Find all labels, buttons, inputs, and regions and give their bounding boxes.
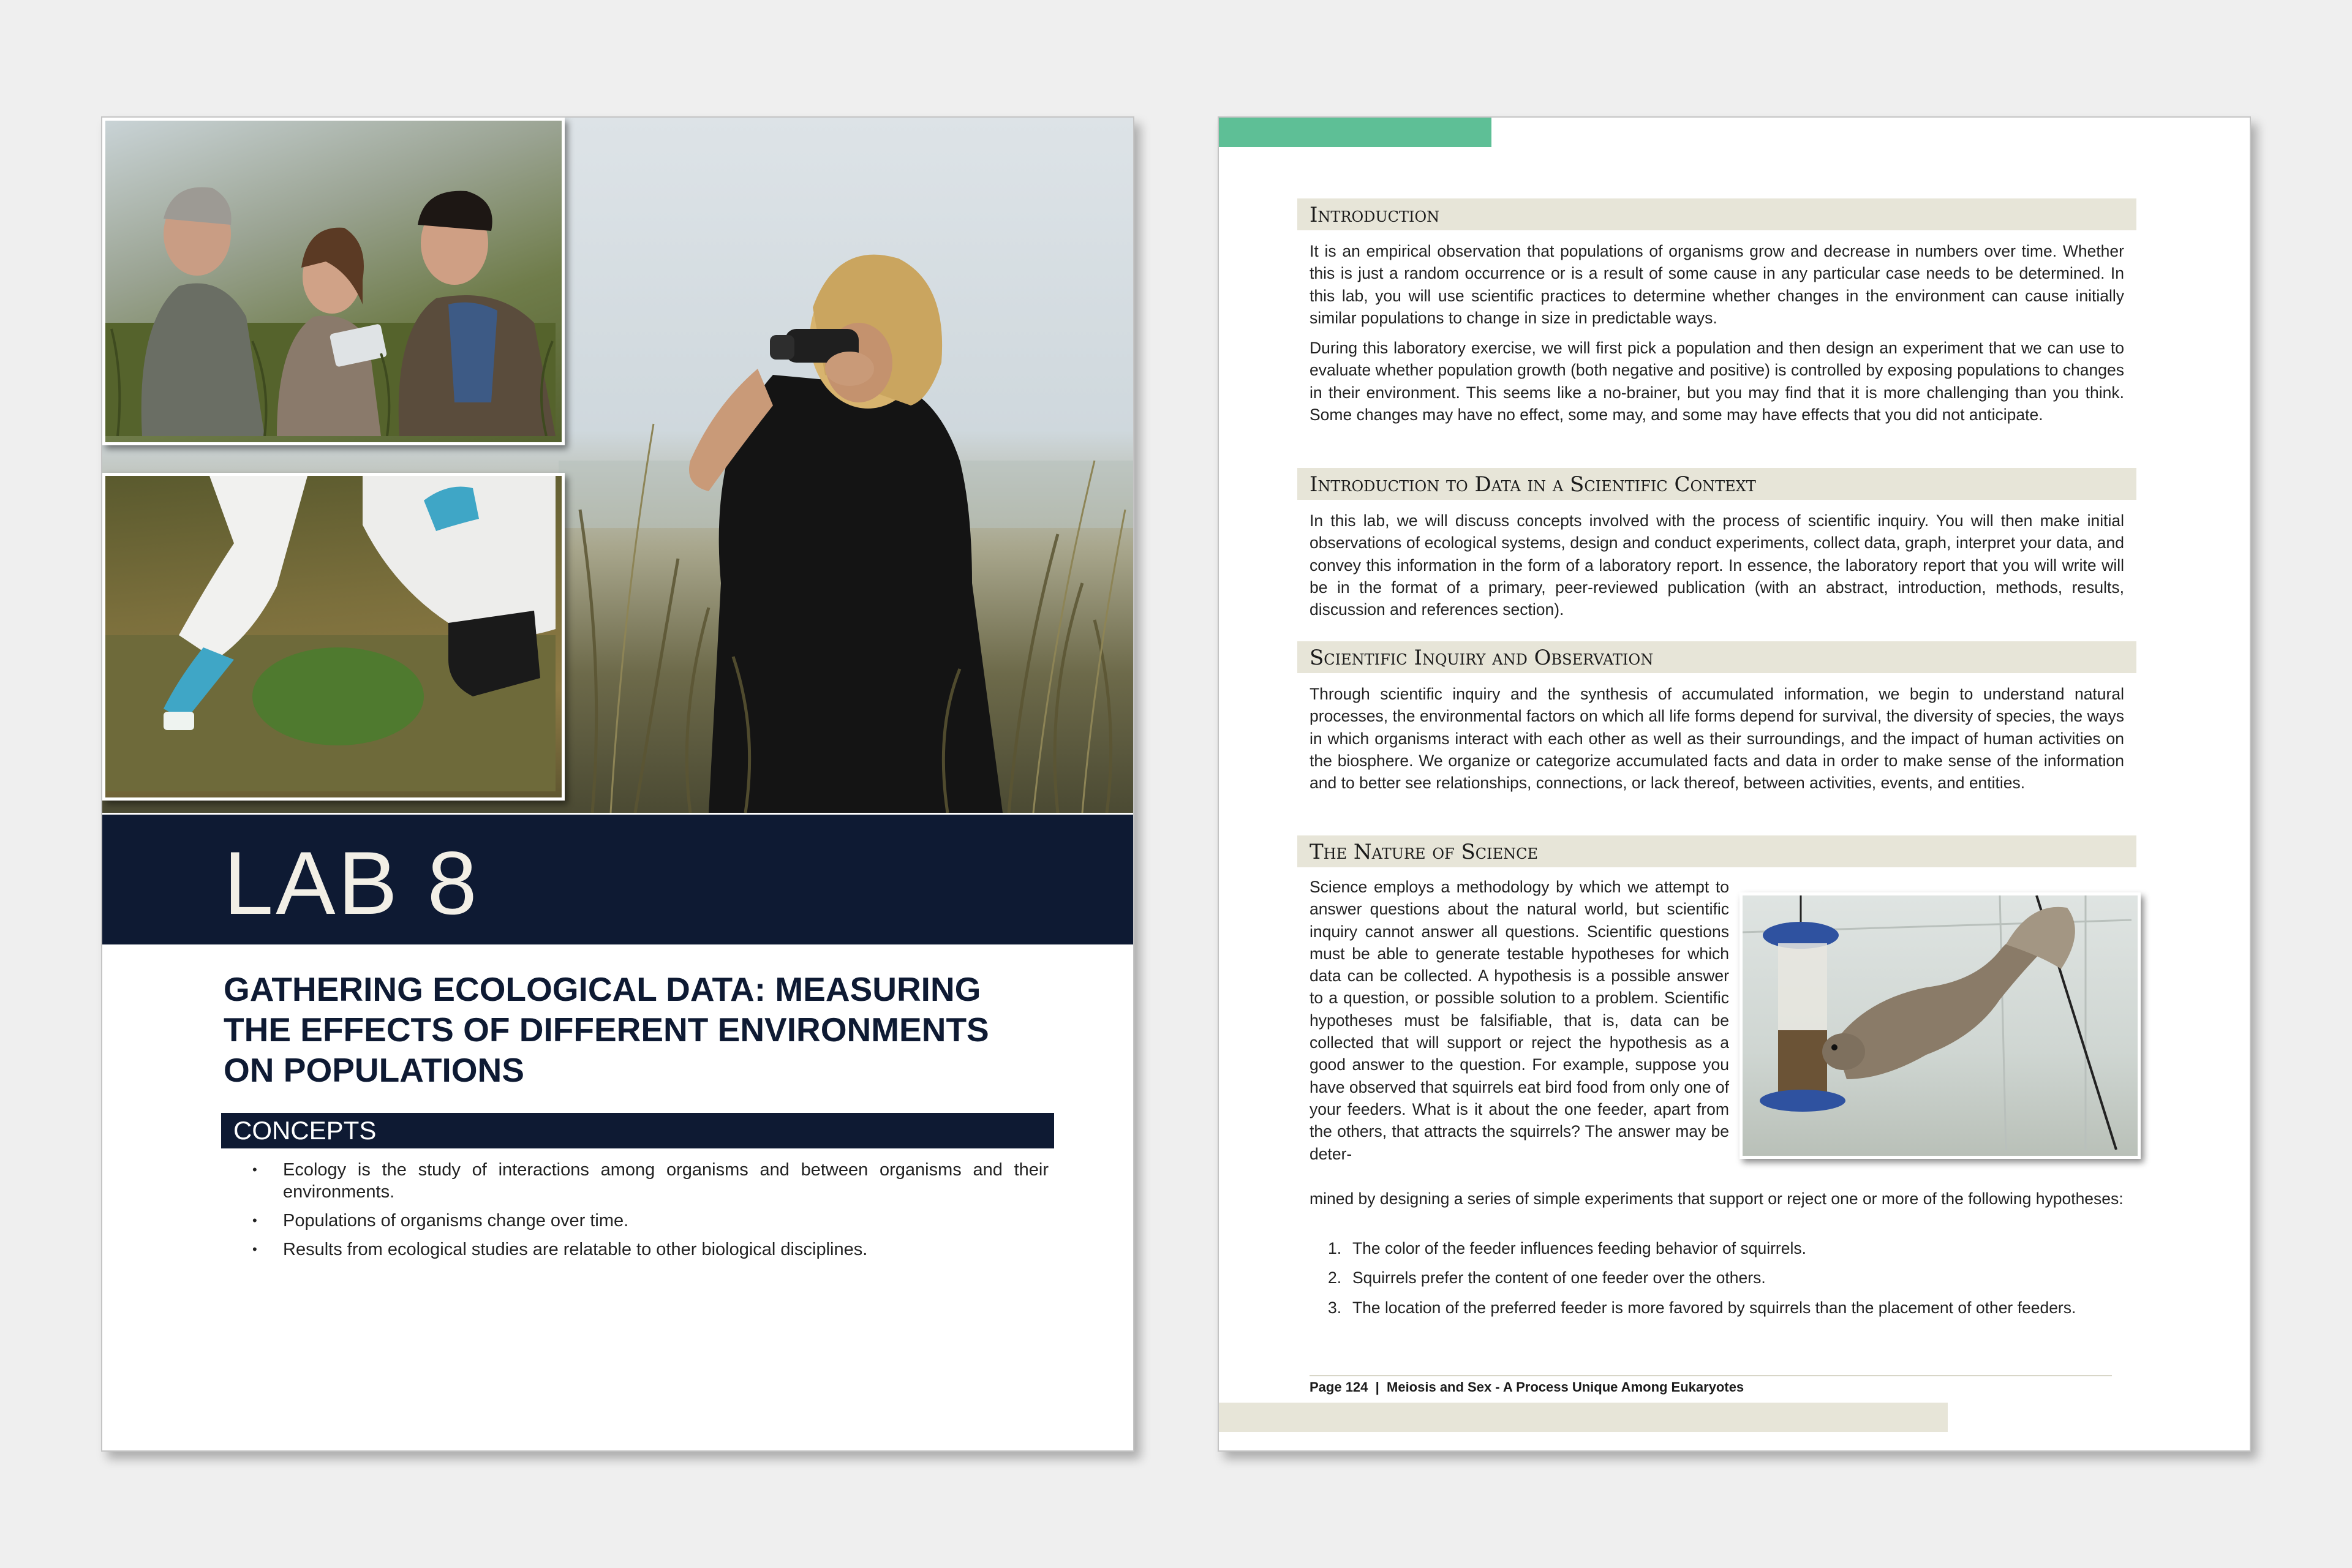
hypothesis-item	[1328, 1267, 2124, 1289]
lab-title: LAB 8	[224, 833, 480, 933]
concept-item: • Ecology is the study of interactions among organisms and between organisms and their environments.	[252, 1159, 1049, 1203]
hypothesis-text: The location of the preferred feeder is more favored by squirrels than the placement of other feeders.	[1352, 1298, 2076, 1317]
concepts-list	[252, 1159, 1049, 1267]
hypothesis-item	[1328, 1237, 2124, 1259]
concept-item: • Results from ecological studies are relatable to other biological disciplines.	[252, 1238, 1049, 1261]
lab-banner	[102, 815, 1133, 944]
section-heading-text: Introduction	[1310, 203, 1440, 227]
section-heading-introduction	[1297, 198, 2136, 230]
concepts-heading: CONCEPTS	[233, 1116, 377, 1145]
field-team-photo	[102, 118, 565, 445]
hypothesis-text: Squirrels prefer the content of one feeder over the others.	[1352, 1268, 1766, 1287]
paragraph: Science employs a methodology by which we attempt to answer questions about the natural world, but scientific inquiry cannot answer all questions. Scientific questions must be able to generate testable hypotheses for which data can be collected. A hypothesis is a possible answer to a question, or possible solution to a problem. Scientific hypotheses must be falsifiable, that is, data can be collected that will support or reject the hypothesis as a good answer to the question. For example, suppose you have observed that squirrels eat bird food from only one of your feeders. What is it about the one feeder, apart from the others, that attracts the squirrels? The answer may be deter-	[1310, 878, 1729, 1163]
hypothesis-item	[1328, 1297, 2124, 1319]
section-heading-inquiry	[1297, 641, 2136, 673]
water-sample-photo	[102, 473, 565, 801]
right-page	[1218, 116, 2251, 1452]
list-number: 1.	[1328, 1239, 1342, 1257]
paragraph: Through scientific inquiry and the synthesis of accumulated information, we begin to understand natural processes, the environmental factors on which all life forms depend for survival, the diversity of species, the ways in which organisms interact with each other as well as their surroundings, and the impact of human activities on the biosphere. We organize or categorize accumulated facts and data in order to make sense of the information and to better see relationships, connections, or lack thereof, between activities, events, and entities.	[1310, 685, 2124, 793]
section-heading-data-context	[1297, 468, 2136, 500]
section-heading-text: Introduction to Data in a Scientific Context	[1310, 472, 1756, 497]
hypothesis-text: The color of the feeder influences feeding behavior of squirrels.	[1352, 1239, 1806, 1257]
paragraph: It is an empirical observation that populations of organisms grow and decrease in numbers over time. Whether this is just a random occurrence or is a result of some cause in any particular case needs to be determined. In this lab, you will use scientific practices to determine whether changes in the environment can cause initially similar populations to change in size in predictable ways.	[1310, 242, 2124, 327]
paragraph: During this laboratory exercise, we will first pick a population and then design an experiment that we can use to evaluate whether population growth (both negative and positive) is controlled by exposing populations to changes in their environment. This seems like a no-brainer, but you may find that it is more challenging than you think. Some changes may have no effect, some may, and some may have effects that you did not anticipate.	[1310, 339, 2124, 424]
accent-bar	[1219, 118, 1491, 147]
footer-rule	[1310, 1375, 2112, 1376]
paragraph: In this lab, we will discuss concepts involved with the process of scientific inquiry. You will then make initial observations of ecological systems, design and conduct experiments, collect data, graph, interpret your data, and convey this information in the form of a laboratory report. In essence, the laboratory report that you will write will be in the format of a primary, peer-reviewed publication (with an abstract, introduction, methods, results, discussion and references section).	[1310, 511, 2124, 619]
page-footer: Page 124 | Meiosis and Sex - A Process Unique Among Eukaryotes	[1310, 1379, 1744, 1395]
section-heading-text: The Nature of Science	[1310, 840, 1539, 864]
left-page	[101, 116, 1134, 1452]
list-number: 2.	[1328, 1268, 1342, 1287]
section-heading-nature-of-science	[1297, 835, 2136, 867]
concepts-heading-bar	[221, 1113, 1054, 1148]
concept-item: • Populations of organisms change over time.	[252, 1210, 1049, 1232]
paragraph: mined by designing a series of simple experiments that support or reject one or more of the following hypotheses:	[1310, 1189, 2124, 1208]
hypotheses-list	[1328, 1237, 2124, 1326]
footer-bar	[1219, 1403, 1948, 1432]
squirrel-feeder-photo	[1740, 892, 2141, 1159]
chapter-title: GATHERING ECOLOGICAL DATA: MEASURING THE EFFECTS OF DIFFERENT ENVIRONMENTS ON POPULATIONS	[224, 970, 989, 1089]
section-heading-text: Scientific Inquiry and Observation	[1310, 646, 1654, 670]
list-number: 3.	[1328, 1298, 1342, 1317]
